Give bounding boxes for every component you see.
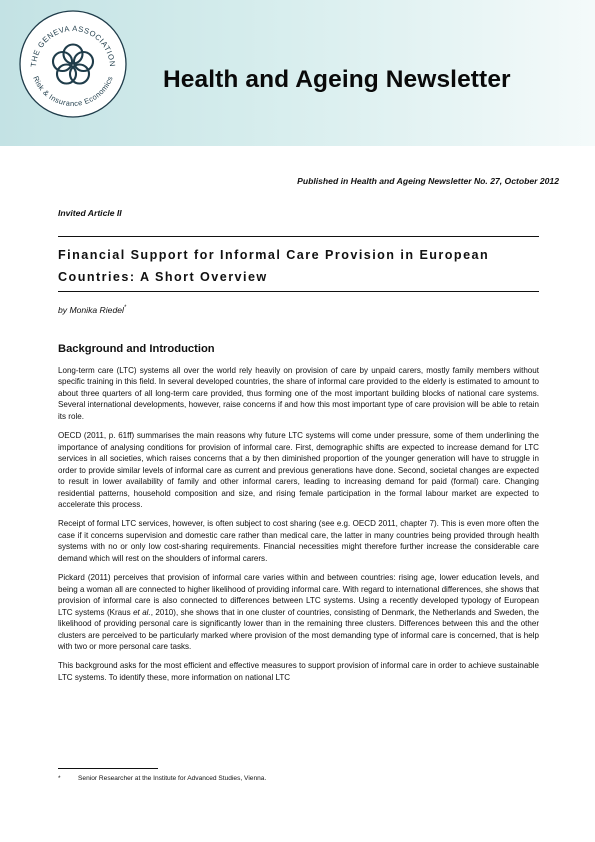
article-title: Financial Support for Informal Care Provision in European Countries: A Short Overview [58,248,490,284]
footnote-text: Senior Researcher at the Institute for Advanced Studies, Vienna. [78,775,267,782]
footnote-reference: * [123,305,127,312]
article-body [58,365,539,691]
publication-note: Published in Health and Ageing Newsletter No. 27, October 2012 [297,176,559,186]
geneva-association-logo [17,8,129,120]
citation-etal: et al. [133,607,151,617]
logo-text-top: THE GENEVA ASSOCIATION [28,23,118,68]
article-type-label: Invited Article II [58,208,122,218]
newsletter-title: Health and Ageing Newsletter [163,66,511,93]
paragraph-text: , 2010), she shows that in one cluster of countries, consisting of Denmark, the Netherlands and Sweden, the likelihood of providing personal care is significantly lower than in the remaining three clusters. Differences between this and the other clusters are perceived to be particularly marked where provision of the most demanding type of informal care is concerned, that is help with two or more personal care tasks. [58,607,539,651]
paragraph: OECD (2011, p. 61ff) summarises the main reasons why future LTC systems will come under pressure, some of them underlining the importance of analysing conditions for provision of informal care. First, demographic shifts are expected to increase demand for LTC services in all societies, which raises concerns that a by then diminished proportion of the younger generation will have to struggle in order to provide similar levels of informal care as current and previous generations have done. Second, societal changes are expected to result in lower availability of family and other informal carers, leading to increasing demand for paid (formal) care. Changing residential patterns, household composition and size, and rising female participation in the formal labour market are expected to accelerate this process. [58,431,539,509]
logo-text-bottom: Risk & Insurance Economics [31,74,115,109]
footnote [58,775,266,782]
byline [58,305,126,315]
title-bottom-rule [58,291,539,292]
newsletter-header [0,0,595,146]
footnote-mark: * [58,775,61,782]
section-heading: Background and Introduction [58,343,215,355]
title-top-rule [58,236,539,237]
paragraph-text: Pickard (2011) perceives that provision of informal care varies within and between countries: rising age, lower education levels, and being a woman all are connected to higher likelihood of providing informal care. With regard to international differences, she shows that provision of informal care is also connected to differences between LTC systems. Using a recently developed typology of European LTC systems (Kraus [58,573,539,617]
footnote-separator [58,768,158,769]
paragraph: This background asks for the most efficient and effective measures to support provision of informal care in order to achieve sustainable LTC systems. To identify these, more information on national LTC [58,661,539,682]
paragraph: Receipt of formal LTC services, however, is often subject to cost sharing (see e.g. OECD 2011, chapter 7). This is even more often the case if it concerns supervision and domestic care rather than medical care, the latter in many countries being provided through health systems with no or only low cost-sharing requirements. Financial necessities might therefore further increase the considerable care demand which will rest on the shoulders of informal carers. [58,519,539,563]
paragraph [58,572,539,652]
author-name: by Monika Riedel [58,305,124,315]
paragraph: Long-term care (LTC) systems all over the world rely heavily on provision of care by unpaid carers, mostly family members without specific training in this field. In several developed countries, the share of informal care provided to the elderly is estimated to amount to about three quarters of all long-term care provided, thus forming one of the most important building blocks of national care systems. Several international developments, however, raise concerns if and how this most important type of care provision will be able to retain its role. [58,366,539,421]
